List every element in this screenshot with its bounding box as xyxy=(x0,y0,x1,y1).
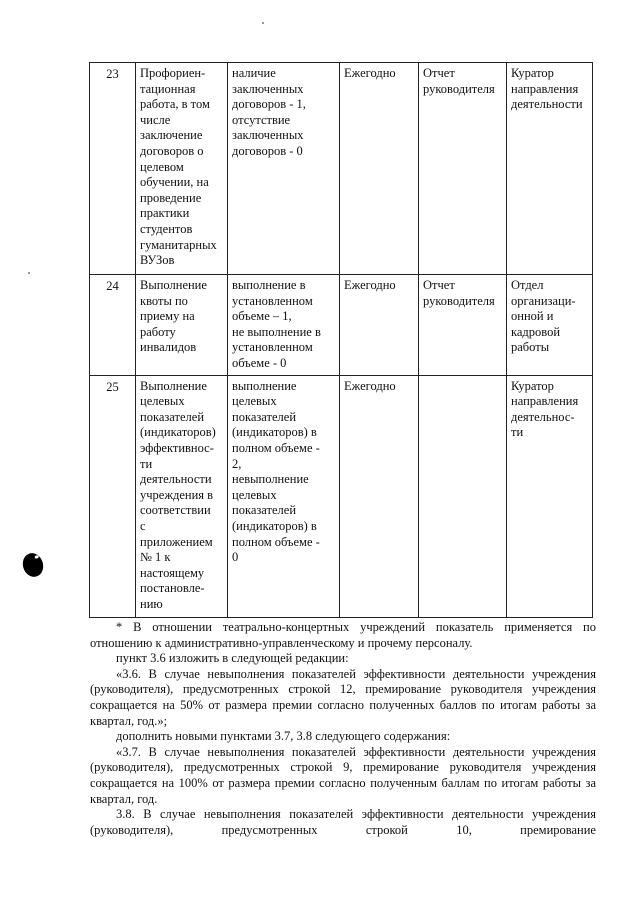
row-number: 25 xyxy=(90,375,136,617)
paragraph: пункт 3.6 изложить в следующей редакции: xyxy=(116,651,349,666)
scan-speck xyxy=(262,22,264,24)
report-cell: Отчет руководителя xyxy=(419,275,507,376)
period-cell: Ежегодно xyxy=(340,275,419,376)
table-row xyxy=(90,275,593,376)
paragraph: дополнить новыми пунктами 3.7, 3.8 следующего содержания: xyxy=(116,729,451,744)
paragraph: «3.7. В случае невыполнения показателей эффективности деятельности учреждения (руководителя), предусмотренных строкой 9, премирование руководителя учреждения сокращается на 100% от размера премии согласно полученным баллам по итогам работы за квартал, год. xyxy=(90,744,596,806)
responsible-cell: Куратор направления деятельности xyxy=(507,63,593,275)
period-cell: Ежегодно xyxy=(340,63,419,275)
criteria-cell: выполнение целевых показателей (индикаторов) в полном объеме - 2, невыполнение целевых показателей (индикаторов) в полном объеме - 0 xyxy=(228,375,340,617)
document-body-text xyxy=(90,620,596,838)
table-row xyxy=(90,375,593,617)
paragraph: 3.8. В случае невыполнения показателей эффективности деятельности учреждения (руководителя), предусмотренных строкой 10, премирование xyxy=(90,807,596,837)
criteria-cell: выполнение в установленном объеме – 1, не выполнение в установленном объеме - 0 xyxy=(228,275,340,376)
indicator-cell: Профориен- тационная работа, в том числе заключение договоров о целевом обучении, на проведение практики студентов гуманитарных ВУЗов xyxy=(136,63,228,275)
indicator-cell: Выполнение квоты по приему на работу инвалидов xyxy=(136,275,228,376)
report-cell: Отчет руководителя xyxy=(419,63,507,275)
footnote: * В отношении театрально-концертных учреждений показатель применяется по отношению к административно-управленческому и прочему персоналу. xyxy=(90,620,596,650)
responsible-cell: Отдел организаци- онной и кадровой работы xyxy=(507,275,593,376)
responsible-cell: Куратор направления деятельнос- ти xyxy=(507,375,593,617)
row-number: 23 xyxy=(90,63,136,275)
paragraph: «3.6. В случае невыполнения показателей эффективности деятельности учреждения (руководителя), предусмотренных строкой 12, премирование руководителя учреждения сокращается на 50% от размера премии согласно полученных баллов по итогам работы за квартал, год.»; xyxy=(90,666,596,728)
indicator-cell: Выполнение целевых показателей (индикаторов) эффективнос- ти деятельности учреждения в соответствии с приложением № 1 к настоящему постановле- нию xyxy=(136,375,228,617)
report-cell xyxy=(419,375,507,617)
scan-speck xyxy=(28,272,30,274)
indicators-table xyxy=(89,62,593,618)
period-cell: Ежегодно xyxy=(340,375,419,617)
table-row xyxy=(90,63,593,275)
row-number: 24 xyxy=(90,275,136,376)
criteria-cell: наличие заключенных договоров - 1, отсутствие заключенных договоров - 0 xyxy=(228,63,340,275)
punch-hole-mark xyxy=(20,550,46,579)
